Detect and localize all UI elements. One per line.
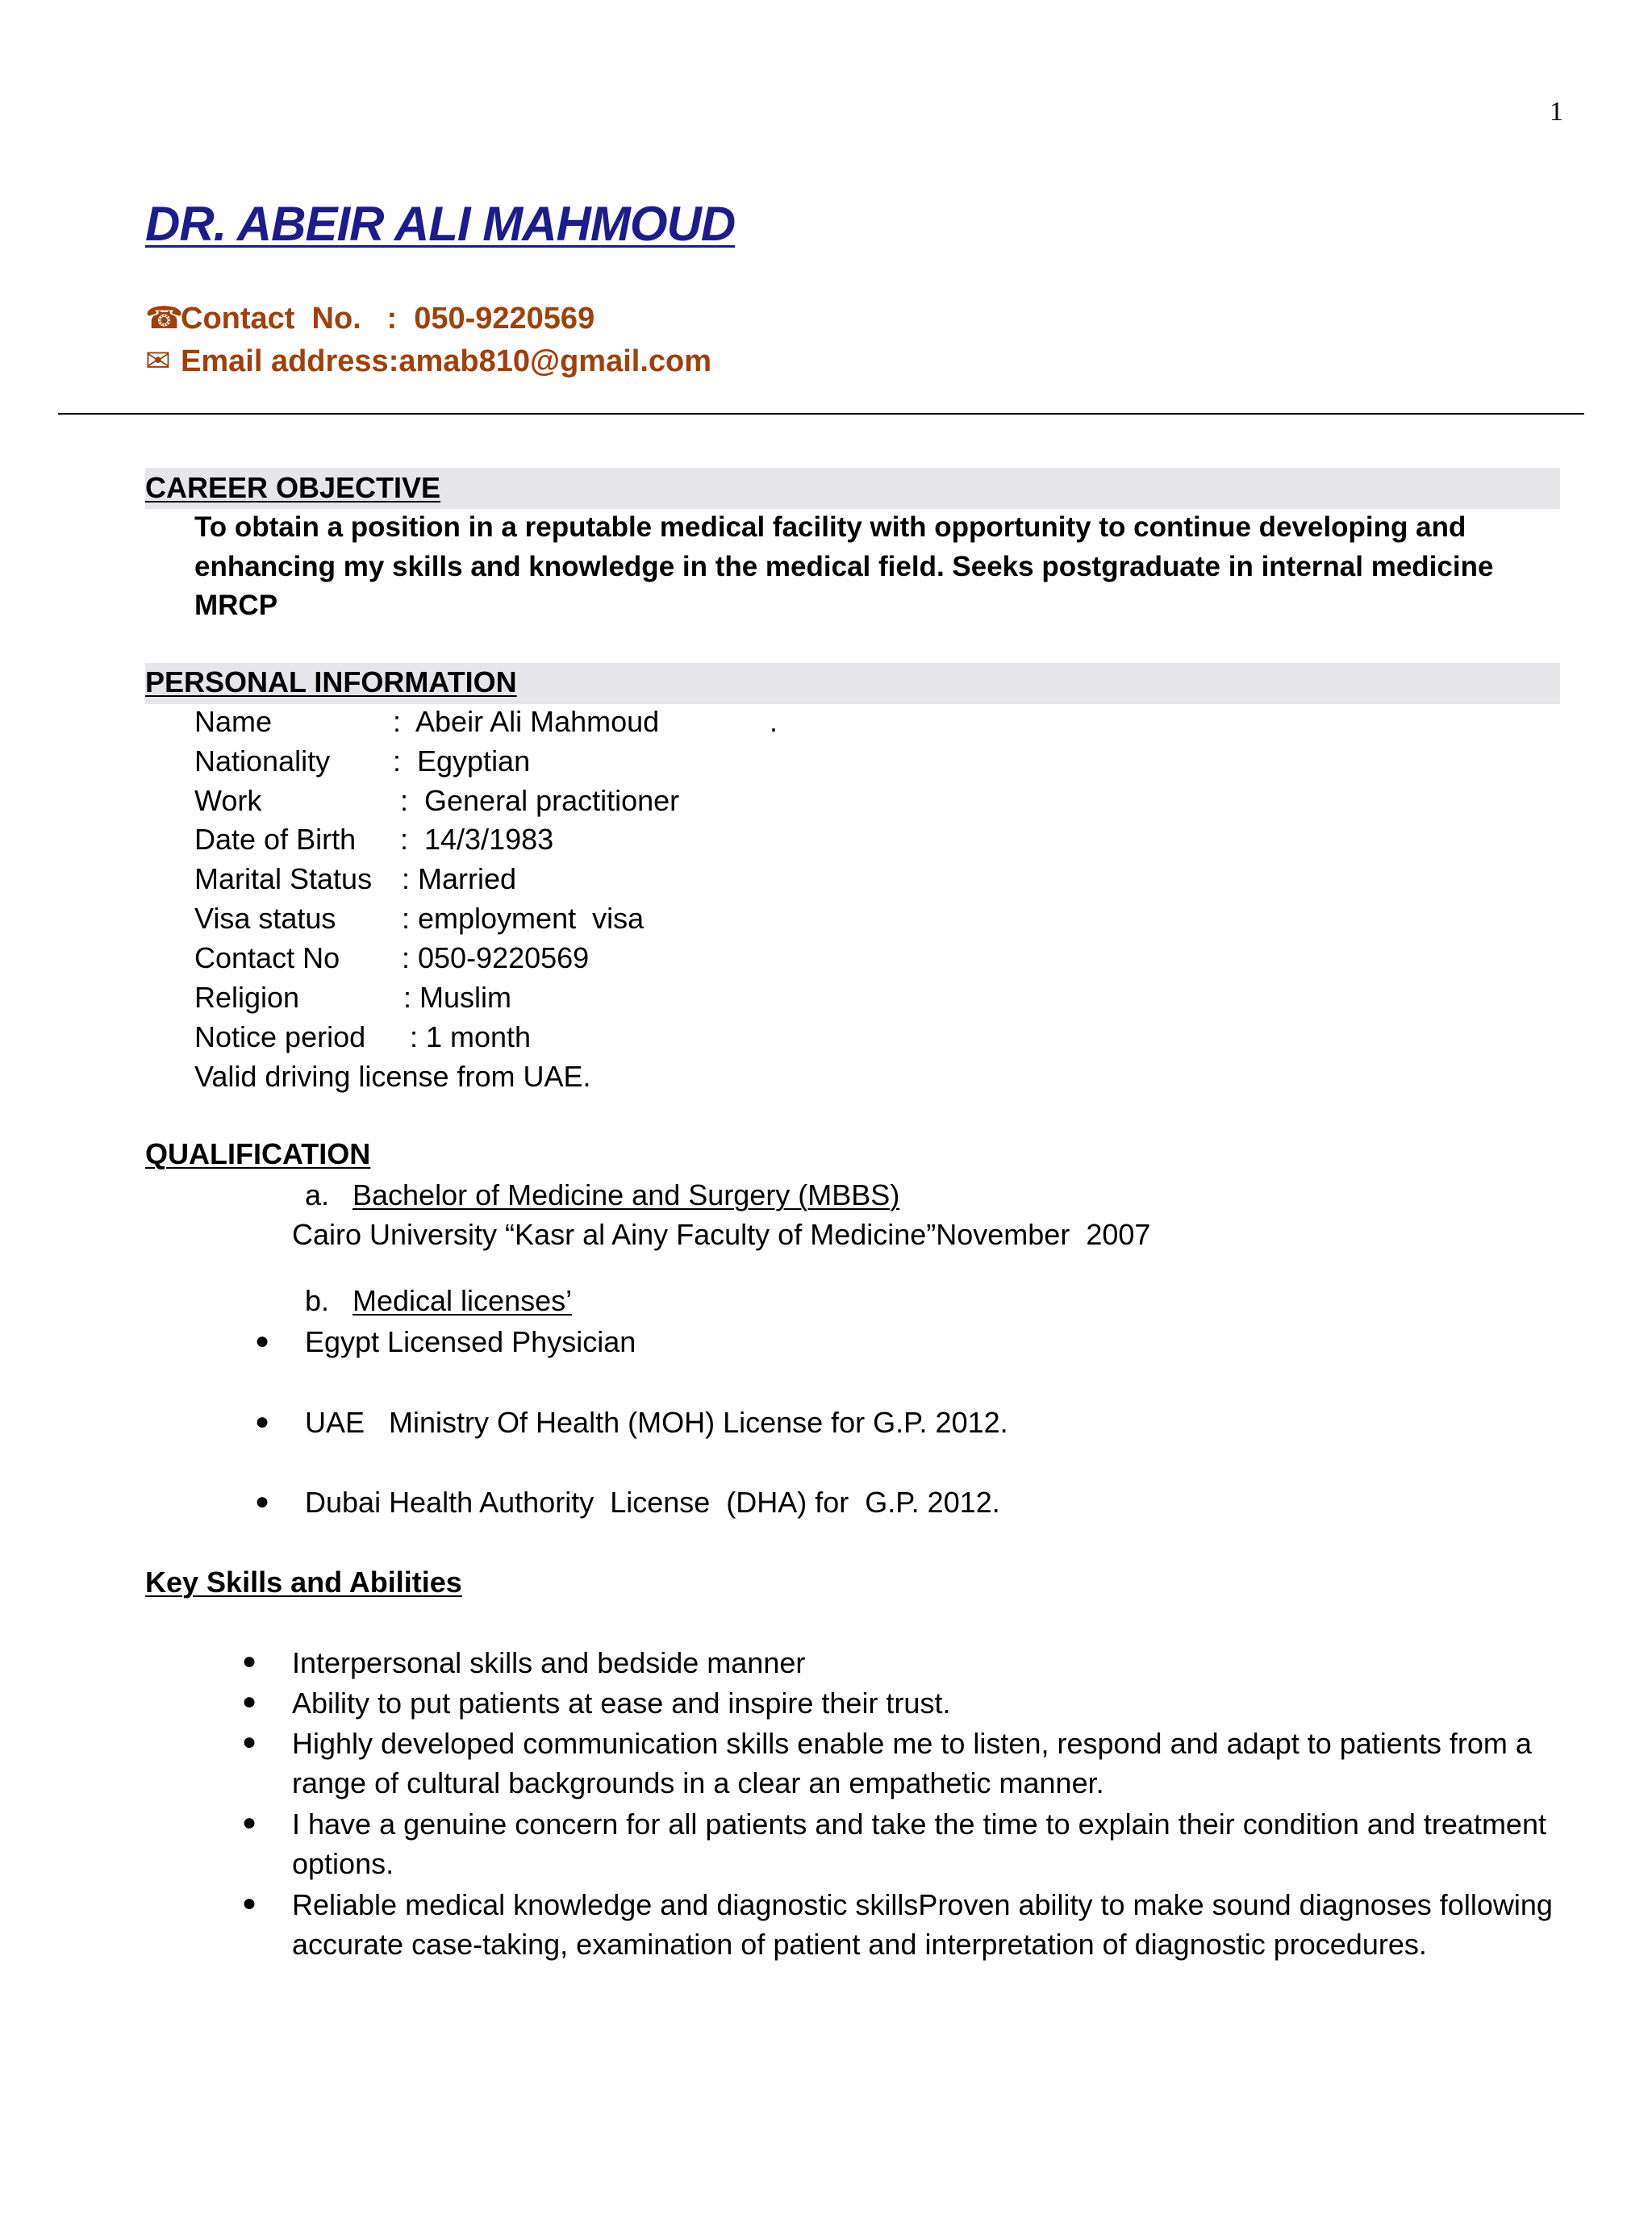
bullet-icon: ● — [242, 1809, 257, 1836]
bullet-icon: ● — [242, 1890, 257, 1916]
skill-item: Reliable medical knowledge and diagnostic skillsProven ability to make sound diagnoses following accurate case-taking, examination of patient and interpretation of diagnostic procedures. — [292, 1888, 1553, 1961]
phone-icon: ☎ — [145, 302, 184, 336]
info-value-notice: : 1 month — [410, 1020, 532, 1053]
contact-line — [145, 300, 594, 336]
career-objective-title: CAREER OBJECTIVE — [145, 471, 441, 504]
skill-item: Ability to put patients at ease and inspire their trust. — [292, 1687, 951, 1720]
license-item: Egypt Licensed Physician — [305, 1325, 636, 1358]
info-label-notice: Notice period — [194, 1020, 366, 1053]
info-label-name: Name — [194, 705, 273, 738]
info-value-marital: : Married — [402, 862, 517, 895]
envelope-icon: ✉ — [145, 344, 171, 378]
qualification-b-title: Medical licenses’ — [353, 1284, 573, 1317]
info-label-work: Work — [194, 784, 262, 817]
email-line — [145, 343, 711, 379]
skill-item: Highly developed communication skills enable me to listen, respond and adapt to patients from a range of cultural backgrounds in a clear an empathetic manner. — [292, 1727, 1532, 1799]
driving-license-note: Valid driving license from UAE. — [194, 1060, 591, 1093]
info-label-marital: Marital Status — [194, 862, 373, 895]
info-value-dob: : 14/3/1983 — [400, 823, 554, 856]
skill-item: Interpersonal skills and bedside manner — [292, 1646, 806, 1679]
header-divider — [58, 413, 1584, 415]
qualification-b-marker: b. — [305, 1284, 330, 1317]
license-item: UAE Ministry Of Health (MOH) License for G.P. 2012. — [305, 1406, 1008, 1439]
applicant-name: DR. ABEIR ALI MAHMOUD — [145, 197, 736, 251]
bullet-icon: ● — [242, 1688, 257, 1715]
info-value-nationality: : Egyptian — [393, 744, 531, 778]
info-value-religion: : Muslim — [403, 981, 511, 1014]
bullet-icon: ● — [242, 1648, 257, 1674]
career-objective-text: To obtain a position in a reputable medical facility with opportunity to continue developing and enhancing my skills and knowledge in the medical field. Seeks postgraduate in internal medicine MRCP — [194, 511, 1494, 621]
info-label-dob: Date of Birth — [194, 823, 357, 856]
info-label-religion: Religion — [194, 981, 300, 1014]
qualification-title: QUALIFICATION — [145, 1137, 371, 1170]
bullet-icon: ● — [255, 1328, 270, 1354]
info-label-contact: Contact No — [194, 941, 340, 974]
info-trailing-dot: . — [770, 705, 778, 738]
info-value-work: : General practitioner — [400, 784, 680, 817]
skill-item: I have a genuine concern for all patients and take the time to explain their condition and treatment options. — [292, 1808, 1546, 1880]
bullet-icon: ● — [255, 1488, 270, 1515]
bullet-icon: ● — [242, 1728, 257, 1755]
qualification-a-detail: Cairo University “Kasr al Ainy Faculty of Medicine”November 2007 — [292, 1218, 1151, 1251]
license-item: Dubai Health Authority License (DHA) for G.P. 2012. — [305, 1486, 1000, 1519]
info-label-visa: Visa status — [194, 902, 336, 935]
email-address: Email address:amab810@gmail.com — [181, 344, 712, 378]
skills-title: Key Skills and Abilities — [145, 1566, 462, 1599]
qualification-a-marker: a. — [305, 1178, 330, 1211]
page-number: 1 — [1550, 97, 1563, 127]
contact-number: Contact No. : 050-9220569 — [181, 302, 595, 336]
qualification-a-title: Bachelor of Medicine and Surgery (MBBS) — [353, 1178, 900, 1211]
info-value-visa: : employment visa — [402, 902, 645, 935]
personal-info-title: PERSONAL INFORMATION — [145, 665, 517, 698]
info-value-name: : Abeir Ali Mahmoud — [393, 705, 660, 738]
info-label-nationality: Nationality — [194, 744, 331, 778]
bullet-icon: ● — [255, 1408, 270, 1435]
info-value-contact: : 050-9220569 — [402, 941, 590, 974]
